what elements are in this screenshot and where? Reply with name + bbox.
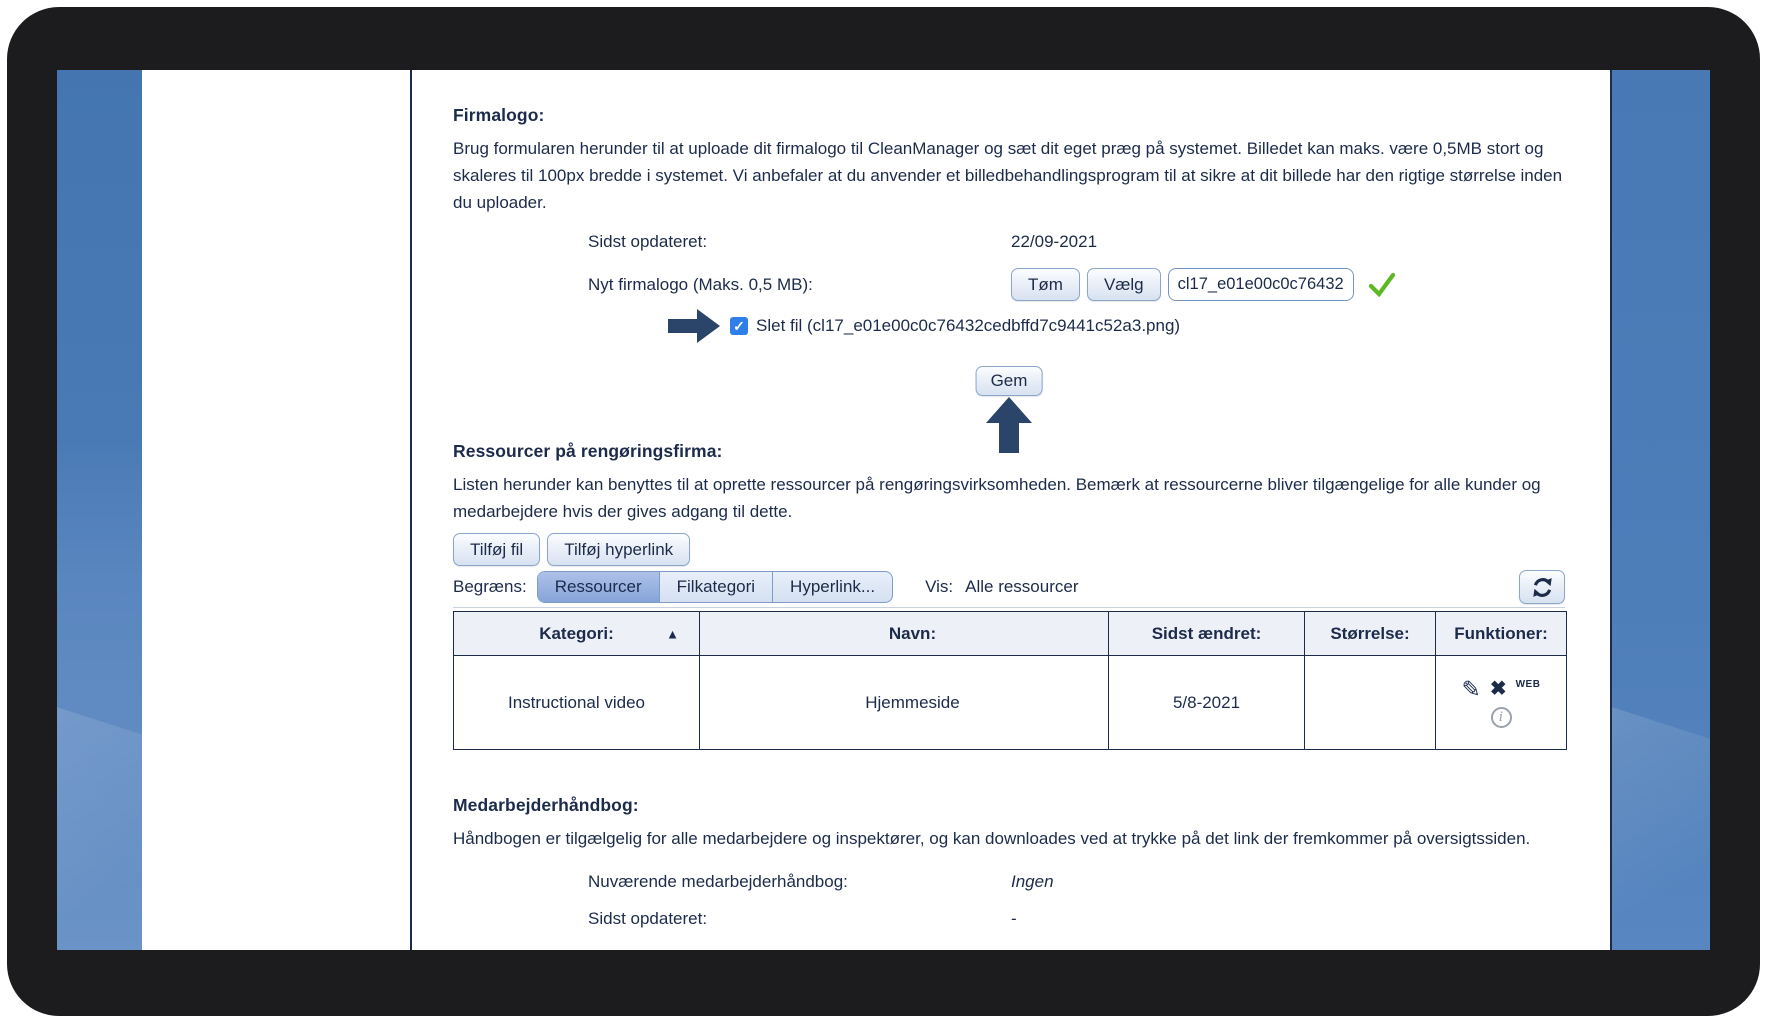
header-kategori[interactable] (454, 612, 700, 656)
handbook-heading: Medarbejderhåndbog: (453, 795, 639, 815)
save-block (453, 366, 1565, 441)
header-kategori-label: Kategori: (539, 623, 614, 643)
resources-table (453, 611, 1567, 750)
handbook-description: Håndbogen er tilgælgelig for alle medarbejdere og inspektører, og kan downloades ved at trykke på det link der fremkommer på oversigtssiden. (453, 829, 1531, 848)
toolbar-separator (453, 607, 1565, 608)
refresh-icon (1531, 576, 1554, 599)
current-handbook-value: Ingen (1011, 872, 1054, 891)
delete-file-checkbox[interactable]: ✓ (730, 317, 748, 335)
filename-input[interactable] (1168, 268, 1354, 301)
cell-functions (1436, 656, 1567, 750)
filter-tab-ressourcer[interactable]: Ressourcer (538, 572, 660, 602)
add-hyperlink-button[interactable]: Tilføj hyperlink (547, 533, 690, 566)
handbook-last-updated-value: - (1011, 909, 1017, 928)
resources-heading: Ressourcer på rengøringsfirma: (453, 441, 723, 461)
add-file-button[interactable]: Tilføj fil (453, 533, 540, 566)
new-logo-row (453, 268, 1565, 301)
handbook-last-updated-row (453, 909, 1565, 929)
show-value-dropdown[interactable]: Alle ressourcer (965, 577, 1079, 596)
filter-segmented-control (537, 571, 893, 603)
pointer-arrow-right-icon (668, 309, 720, 343)
left-blue-background (57, 70, 142, 950)
show-label: Vis: (925, 577, 954, 596)
delete-file-row (668, 311, 1565, 341)
cell-last-changed: 5/8-2021 (1109, 656, 1305, 750)
last-updated-row (453, 232, 1565, 252)
pointer-arrow-up-icon (986, 397, 1032, 453)
header-funktioner: Funktioner: (1436, 612, 1567, 656)
header-sidst-aendret[interactable]: Sidst ændret: (1109, 612, 1305, 656)
firmalogo-heading: Firmalogo: (453, 105, 545, 125)
delete-file-label: Slet fil (cl17_e01e00c0c76432cedbffd7c9441c52a3.png) (756, 316, 1181, 335)
new-logo-controls (1011, 268, 1396, 301)
filter-tab-hyperlink[interactable]: Hyperlink... (790, 577, 876, 596)
save-button[interactable]: Gem (976, 366, 1043, 396)
cell-size (1305, 656, 1436, 750)
limit-label: Begræns: (453, 577, 527, 596)
settings-content (412, 70, 1610, 950)
current-handbook-label: Nuværende medarbejderhåndbog: (588, 872, 848, 891)
sidebar (142, 70, 412, 950)
resource-actions (453, 533, 1565, 566)
app-window (57, 70, 1710, 950)
handbook-section (453, 795, 1565, 929)
table-header-row (454, 612, 1567, 656)
table-row (454, 656, 1567, 750)
cell-name: Hjemmeside (700, 656, 1109, 750)
delete-icon[interactable]: ✖ (1489, 678, 1507, 700)
header-stoerrelse[interactable]: Størrelse: (1305, 612, 1436, 656)
handbook-last-updated-label: Sidst opdateret: (588, 909, 708, 928)
web-link-tag[interactable]: WEB (1515, 678, 1541, 690)
cell-category: Instructional video (454, 656, 700, 750)
last-updated-value: 22/09-2021 (1011, 232, 1098, 251)
filter-tab-filkategori[interactable]: Filkategori (660, 572, 773, 602)
info-icon[interactable]: i (1491, 707, 1512, 728)
header-navn[interactable]: Navn: (700, 612, 1109, 656)
resources-description: Listen herunder kan benyttes til at oprette ressourcer på rengøringsvirksomheden. Bemærk at ressourcerne bliver tilgængelige for alle kunder og medarbejdere hvis der gives adgang til dette. (453, 475, 1541, 521)
sort-ascending-icon[interactable]: ▲ (666, 626, 679, 641)
choose-button[interactable]: Vælg (1087, 268, 1161, 301)
refresh-button[interactable] (1519, 570, 1565, 604)
filter-row (453, 570, 1565, 604)
current-handbook-row (453, 872, 1565, 892)
edit-icon[interactable]: ✎ (1461, 675, 1481, 702)
firmalogo-description: Brug formularen herunder til at uploade dit firmalogo til CleanManager og sæt dit eget præg på systemet. Billedet kan maks. være 0,5MB stort og skaleres til 100px bredde i systemet. Vi anbefaler at du anvender et billedbehandlingsprogram til at sikre at dit billede har den rigtige størrelse inden du uploader. (453, 139, 1563, 212)
clear-button[interactable]: Tøm (1011, 268, 1080, 301)
right-blue-background (1610, 70, 1710, 950)
upload-success-check-icon (1368, 272, 1396, 298)
new-logo-label: Nyt firmalogo (Maks. 0,5 MB): (588, 274, 813, 294)
last-updated-label: Sidst opdateret: (588, 232, 708, 251)
